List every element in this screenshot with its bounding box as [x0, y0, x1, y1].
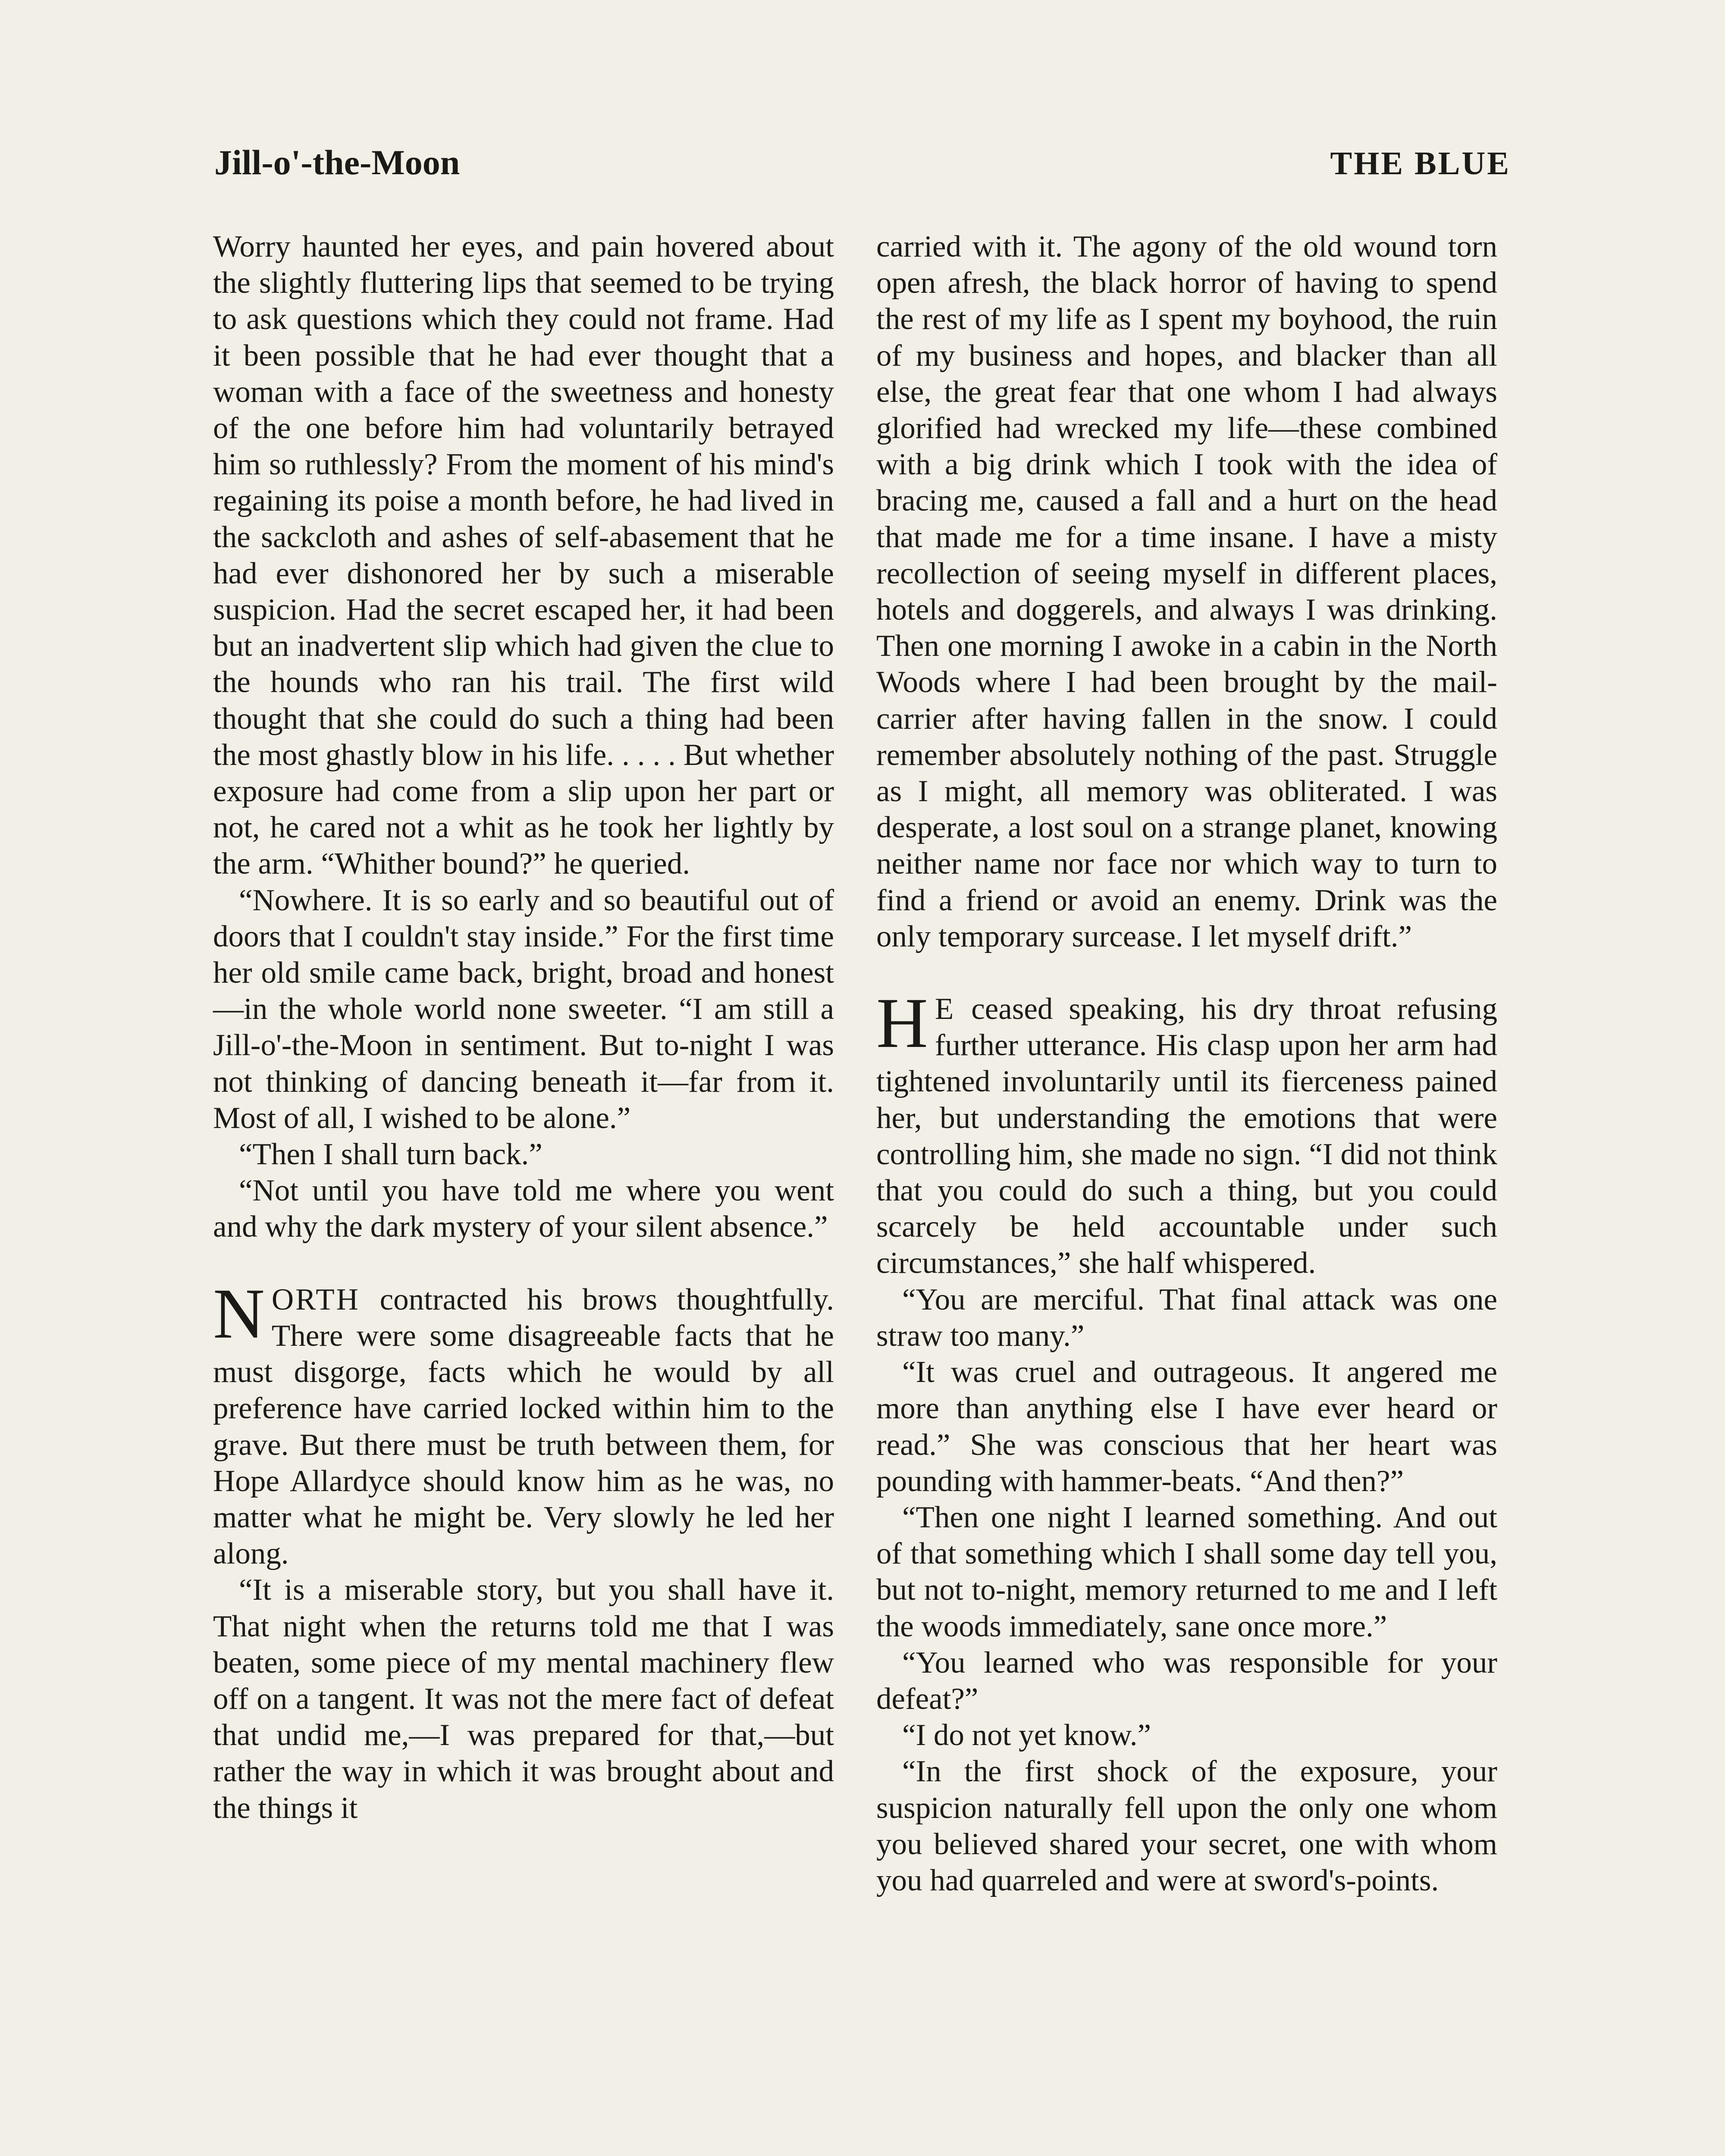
paragraph: “You learned who was responsible for your defeat?” [876, 1645, 1497, 1716]
paragraph: “I do not yet know.” [902, 1718, 1151, 1752]
small-caps-word: E [935, 992, 956, 1026]
paragraph: “It is a miserable story, but you shall have it. That night when the returns told me that I was beaten, some piece of my mental machinery flew off on a tangent. It was not the mere fact of defeat that undid me,—I was prepared for that,—but rather the way in which it was brought about and the things it [213, 1573, 834, 1825]
section-paragraph [876, 983, 1497, 1282]
paragraph: “In the first shock of the exposure, your suspicion naturally fell upon the only one whom you believed shared your secret, one with whom you had quarreled and were at sword's-points. [876, 1755, 1497, 1897]
paragraph-text: ceased speaking, his dry throat refusing further utterance. His clasp upon her arm had tightened involuntarily until its fierceness pained her, but understanding the emotions that were controlling him, she made no sign. “I did not think that you could do such a thing, but you could scarcely be held accountable under such circumstances,” she half whispered. [876, 992, 1497, 1280]
paragraph: “Nowhere. It is so early and so beautiful out of doors that I couldn't stay inside.” For the first time her old smile came back, bright, broad and honest—in the whole world none sweeter. “I am still a Jill-o'-the-Moon in sentiment. But to-night I was not thinking of dancing beneath it—far from it. Most of all, I wished to be alone.” [213, 883, 834, 1135]
paragraph: “Then one night I learned something. And out of that something which I shall some day tell you, but not to-night, memory returned to me and I left the woods immediately, sane once more.” [876, 1500, 1497, 1643]
paragraph: carried with it. The agony of the old wound torn open afresh, the black horror of having to spend the rest of my life as I spent my boyhood, the ruin of my business and hopes, and blacker than all else, the great fear that one whom I had always glorified had wrecked my life—these combined with a big drink which I took with the idea of bracing me, caused a fall and a hurt on the head that made me for a time insane. I have a misty recollection of seeing myself in different places, hotels and doggerels, and always I was drinking. Then one morning I awoke in a cabin in the North Woods where I had been brought by the mail-carrier after having fallen in the snow. I could remember absolutely nothing of the past. Struggle as I might, all memory was obliterated. I was desperate, a lost soul on a strange planet, knowing neither name nor face nor which way to turn to find a friend or avoid an enemy. Drink was the only temporary surcease. I let myself drift.” [876, 230, 1497, 953]
running-header [214, 142, 1511, 194]
running-head-title: Jill-o'-the-Moon [214, 143, 460, 182]
paragraph: “Not until you have told me where you went and why the dark mystery of your silent absence.” [213, 1174, 834, 1244]
column-left [213, 229, 834, 1826]
running-head-magazine: THE BLUE [1330, 145, 1511, 182]
column-right [876, 229, 1497, 1899]
drop-cap: N [213, 1273, 265, 1353]
paragraph: “You are merciful. That final attack was one straw too many.” [876, 1282, 1497, 1353]
paragraph-text: contracted his brows thoughtfully. There were some disagreeable facts that he must disgorge, facts which he would by all preference have carried locked within him to the grave. But there must be truth between them, for Hope Allardyce should know him as he was, no matter what he might be. Very slowly he led her along. [213, 1282, 834, 1571]
small-caps-word: ORTH [271, 1282, 360, 1316]
paragraph: “It was cruel and outrageous. It angered me more than anything else I have ever heard or read.” She was conscious that her heart was pounding with hammer-beats. “And then?” [876, 1355, 1497, 1498]
paragraph: Worry haunted her eyes, and pain hovered about the slightly fluttering lips that seemed to be trying to ask questions which they could not frame. Had it been possible that he had ever thought that a woman with a face of the sweetness and honesty of the one before him had voluntarily betrayed him so ruthlessly? From the moment of his mind's regaining its poise a month before, he had lived in the sackcloth and ashes of self-abasement that he had ever dishonored her by such a miserable suspicion. Had the secret escaped her, it had been but an inadvertent slip which had given the clue to the hounds who ran his trail. The first wild thought that she could do such a thing had been the most ghastly blow in his life. . . . . But whether exposure had come from a slip upon her part or not, he cared not a whit as he took her lightly by the arm. “Whither bound?” he queried. [213, 230, 834, 881]
paragraph: “Then I shall turn back.” [239, 1138, 543, 1172]
section-paragraph [213, 1273, 834, 1572]
drop-cap: H [876, 983, 928, 1063]
